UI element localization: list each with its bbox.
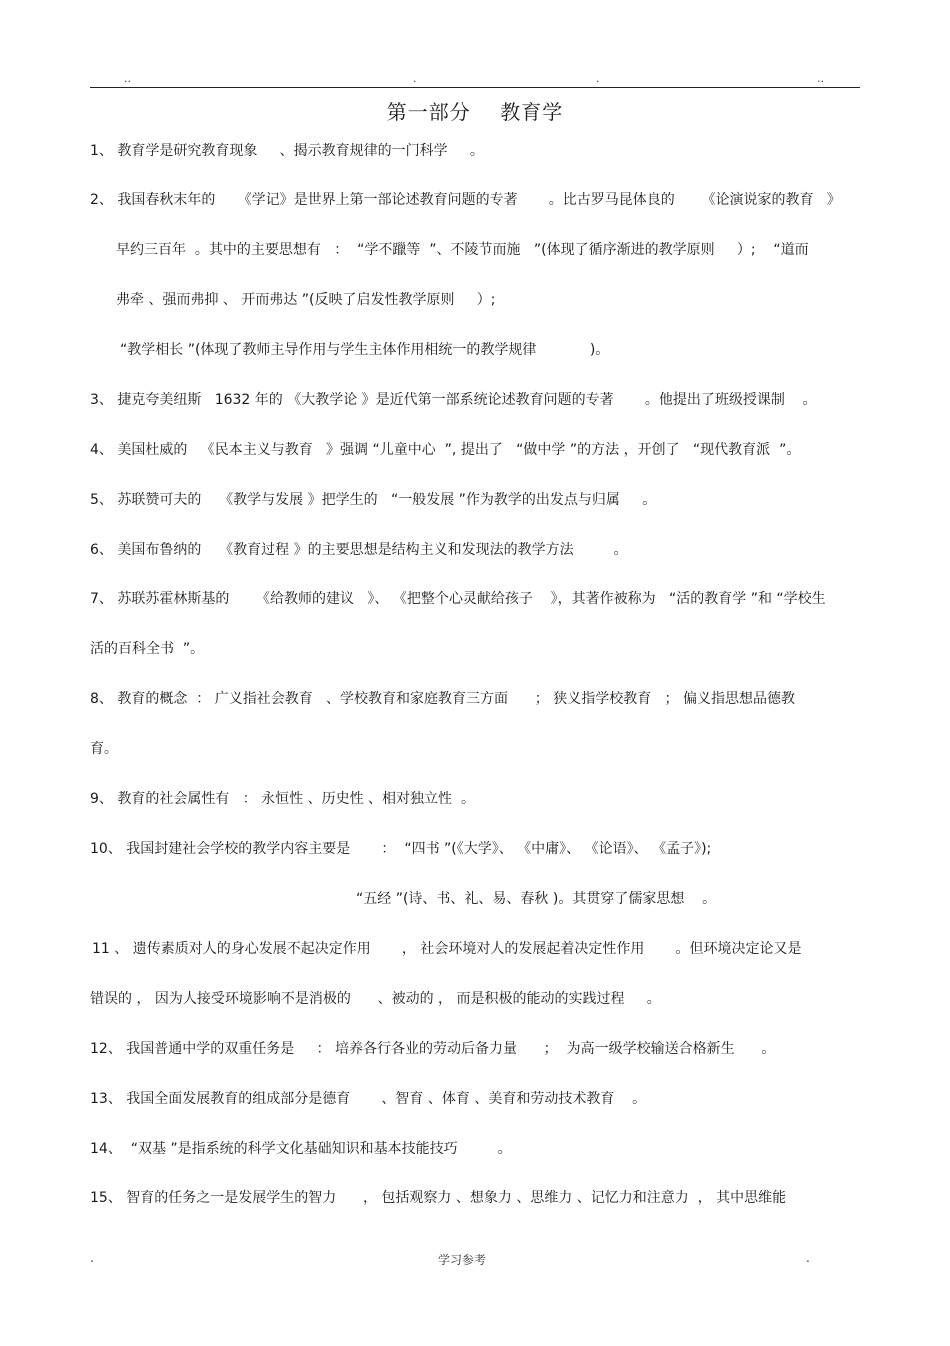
text-line: “五经 ”(诗、书、礼、易、春秋 )。其贯穿了儒家思想 。 <box>356 891 717 907</box>
header-mark-center-right: . <box>596 72 600 85</box>
text-line: 7、 苏联苏霍林斯基的 《给教师的建议 》、 《把整个心灵献给孩子 》，其著作被称为 “活的教育学 ”和 “学校生 <box>90 591 826 607</box>
text-line: 错误的 ， 因为人接受环境影响不是消极的 、被动的 ， 而是积极的能动的实践过程 。 <box>90 991 661 1007</box>
text-line: 1、 教育学是研究教育现象 、揭示教育规律的一门科学 。 <box>90 143 484 159</box>
text-line: 8、 教育的概念 ： 广义指社会教育 、学校教育和家庭教育三方面 ； 狭义指学校教育 ； 偏义指思想品德教 <box>90 691 796 707</box>
header-mark-left: .. <box>124 72 131 85</box>
text-line: 14、 “双基 ”是指系统的科学文化基础知识和基本技能技巧 。 <box>90 1141 512 1157</box>
header-mark-center-left: . <box>413 72 417 85</box>
text-line: 11 、 遗传素质对人的身心发展不起决定作用 ， 社会环境对人的发展起着决定性作用 。但环境决定论又是 <box>92 941 802 957</box>
page-title: 第一部分 教育学 <box>386 100 564 124</box>
text-line: 2、 我国春秋末年的 《学记》是世界上第一部论述教育问题的专著 。比古罗马昆体良的 《论演说家的教育 》 <box>90 192 841 208</box>
text-line: 弗牵 、强而弗抑 、 开而弗达 ”(反映了启发性教学原则 ）; <box>116 292 496 308</box>
text-line: 10、 我国封建社会学校的教学内容主要是 ： “四书 ”(《大学》、 《中庸》、 《论语》、 《孟子》); <box>90 841 712 857</box>
text-line: 6、 美国布鲁纳的 《教育过程 》的主要思想是结构主义和发现法的教学方法 。 <box>90 542 628 558</box>
header-mark-right: .. <box>817 72 824 85</box>
footer-label: 学习参考 <box>438 1253 487 1267</box>
footer-mark-right: . <box>806 1251 810 1265</box>
text-line: 12、 我国普通中学的双重任务是 ： 培养各行各业的劳动后备力量 ； 为高一级学校输送合格新生 。 <box>90 1041 776 1057</box>
text-line: 5、 苏联赞可夫的 《教学与发展 》把学生的 “一般发展 ”作为教学的出发点与归属 。 <box>90 492 657 508</box>
footer-mark-left: . <box>90 1251 94 1265</box>
header-rule <box>90 87 860 88</box>
text-line: 15、 智育的任务之一是发展学生的智力 ， 包括观察力 、想象力 、思维力 、记忆力和注意力 ， 其中思维能 <box>90 1190 787 1206</box>
text-line: 活的百科全书 ”。 <box>90 641 205 657</box>
text-line: 4、 美国杜威的 《民本主义与教育 》强调 “儿童中心 ”, 提出了 “做中学 ”的方法 ，开创了 “现代教育派 ”。 <box>90 442 801 458</box>
text-line: 早约三百年 。其中的主要思想有 ： “学不躐等 ”、不陵节而施 ”(体现了循序渐进的教学原则 ）; “道而 <box>116 242 809 258</box>
text-line: 育。 <box>90 741 118 757</box>
text-line: 9、 教育的社会属性有 ： 永恒性 、历史性 、相对独立性 。 <box>90 791 475 807</box>
text-line: “教学相长 ”(体现了教师主导作用与学生主体作用相统一的教学规律 )。 <box>120 342 610 358</box>
text-line: 3、 捷克夸美纽斯 1632 年的 《大教学论 》是近代第一部系统论述教育问题的专著 。他提出了班级授课制 。 <box>90 392 817 408</box>
text-line: 13、 我国全面发展教育的组成部分是德育 、智育 、体育 、美育和劳动技术教育 。 <box>90 1091 647 1107</box>
